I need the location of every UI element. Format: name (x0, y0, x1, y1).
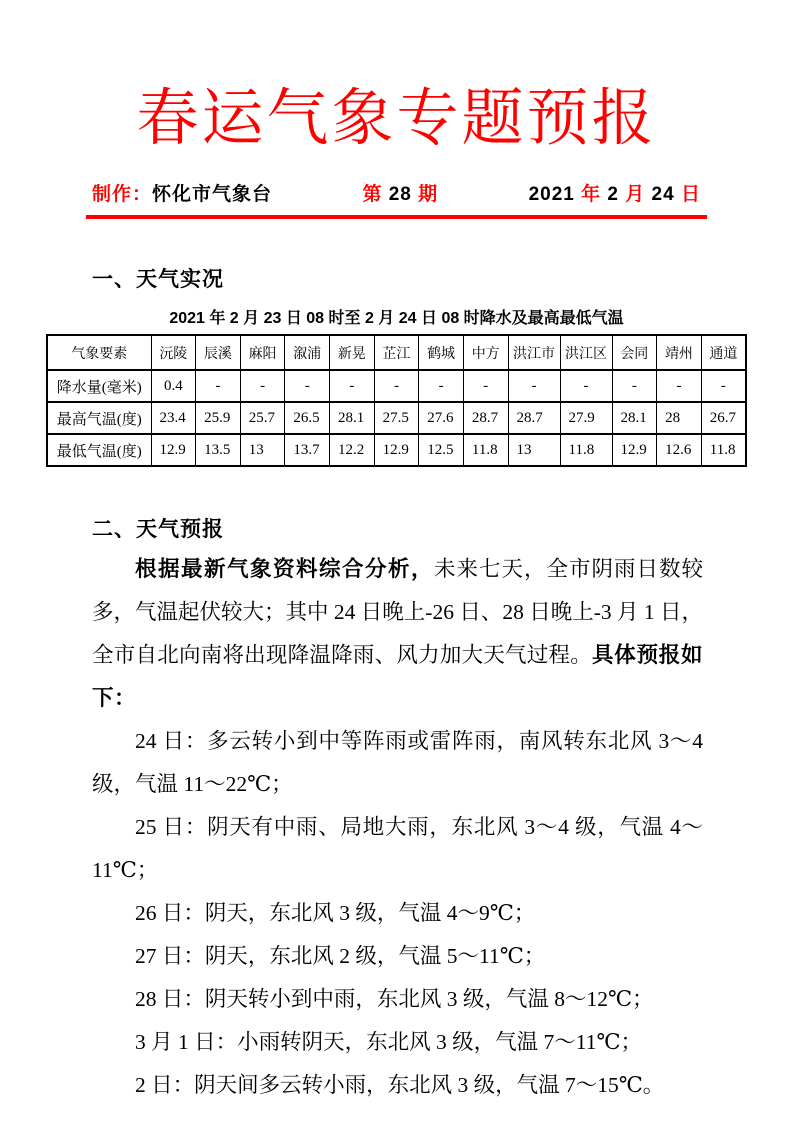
header-divider (86, 215, 707, 219)
table-header-cell: 会同 (612, 335, 657, 370)
table-cell: 11.8 (560, 434, 612, 466)
date-day: 24 (645, 184, 681, 206)
table-row-precipitation (47, 370, 746, 402)
table-row-max-temp (47, 402, 746, 434)
table-cell: 12.2 (330, 434, 375, 466)
table-header-row (47, 335, 746, 370)
table-cell: 12.6 (657, 434, 702, 466)
producer-label (92, 179, 272, 206)
date-month: 2 (601, 184, 626, 206)
forecast-day-27: 27 日：阴天，东北风 2 级，气温 5～11℃； (135, 944, 546, 969)
table-cell: 11.8 (463, 434, 508, 466)
row-label: 最低气温(度) (47, 434, 151, 466)
table-cell: - (285, 370, 330, 402)
issue-prefix: 第 (362, 184, 389, 206)
table-cell: 28.7 (463, 402, 508, 434)
forecast-day-mar-1: 3 月 1 日：小雨转阴天，东北风 3 级，气温 7～11℃； (135, 1030, 643, 1055)
table-cell: - (419, 370, 464, 402)
table-header-cell: 洪江市 (508, 335, 560, 370)
table-cell: 0.4 (151, 370, 196, 402)
table-header-cell: 洪江区 (560, 335, 612, 370)
table-cell: - (508, 370, 560, 402)
date-year: 2021 (528, 184, 582, 206)
table-cell: 11.8 (701, 434, 746, 466)
table-cell: 28 (657, 402, 702, 434)
table-cell: - (463, 370, 508, 402)
table-header-cell: 沅陵 (151, 335, 196, 370)
table-header-cell: 麻阳 (240, 335, 285, 370)
table-cell: 27.5 (374, 402, 419, 434)
document-title: 春运气象专题预报 (136, 85, 657, 153)
table-cell: 28.1 (330, 402, 375, 434)
issue-number (362, 179, 438, 206)
table-cell: 27.6 (419, 402, 464, 434)
table-cell: - (612, 370, 657, 402)
table-cell: 25.9 (196, 402, 241, 434)
date-day-unit: 日 (680, 184, 701, 206)
forecast-day-24: 24 日：多云转小到中等阵雨或雷阵雨，南风转东北风 3～4 级，气温 11～22℃； (92, 729, 703, 797)
table-cell: 28.1 (612, 402, 657, 434)
table-cell: 25.7 (240, 402, 285, 434)
table-cell: - (701, 370, 746, 402)
table-cell: - (657, 370, 702, 402)
table-header-cell: 通道 (701, 335, 746, 370)
forecast-intro-bold: 根据最新气象资料综合分析， (135, 557, 434, 582)
table-cell: - (374, 370, 419, 402)
issue-value: 28 (388, 184, 412, 206)
table-cell: 26.7 (701, 402, 746, 434)
table-cell: 28.7 (508, 402, 560, 434)
issue-suffix: 期 (411, 184, 439, 206)
table-cell: - (330, 370, 375, 402)
table-cell: 27.9 (560, 402, 612, 434)
forecast-day-26: 26 日：阴天，东北风 3 级，气温 4～9℃； (135, 901, 536, 926)
table-cell: 12.5 (419, 434, 464, 466)
table-header-cell: 气象要素 (47, 335, 151, 370)
forecast-day-25: 25 日：阴天有中雨、局地大雨，东北风 3～4 级，气温 4～11℃； (92, 815, 703, 883)
table-cell: 13.7 (285, 434, 330, 466)
table-cell: 26.5 (285, 402, 330, 434)
table-cell: - (560, 370, 612, 402)
table-cell: 12.9 (151, 434, 196, 466)
table-header-cell: 溆浦 (285, 335, 330, 370)
forecast-day-mar-2: 2 日：阴天间多云转小雨，东北风 3 级，气温 7～15℃。 (135, 1073, 665, 1098)
forecast-intro-tail-bold: 具体预报如下： (92, 643, 703, 711)
row-label: 最高气温(度) (47, 402, 151, 434)
table-header-cell: 芷江 (374, 335, 419, 370)
table-row-min-temp (47, 434, 746, 466)
section-heading-weather-actual: 一、天气实况 (92, 268, 224, 292)
table-cell: 12.9 (612, 434, 657, 466)
table-header-cell: 鹤城 (419, 335, 464, 370)
issue-date (529, 179, 701, 206)
table-cell: 23.4 (151, 402, 196, 434)
observation-table-title: 2021 年 2 月 23 日 08 时至 2 月 24 日 08 时降水及最高最低气温 (169, 310, 624, 328)
date-year-unit: 年 (581, 184, 602, 206)
issue-info-row (92, 179, 701, 206)
row-label: 降水量(毫米) (47, 370, 151, 402)
forecast-intro-text: 未来七天，全市阴雨日数较多，气温起伏较大；其中 24 日晚上-26 日、28 日晚上-3 月 1 日，全市自北向南将出现降温降雨、风力加大天气过程。 (92, 557, 703, 668)
producer-prefix: 制作： (92, 184, 153, 206)
forecast-intro-paragraph (92, 548, 703, 720)
table-cell: 13.5 (196, 434, 241, 466)
table-cell: 13 (508, 434, 560, 466)
table-cell: 12.9 (374, 434, 419, 466)
table-header-cell: 新晃 (330, 335, 375, 370)
table-header-cell: 辰溪 (196, 335, 241, 370)
table-header-cell: 靖州 (657, 335, 702, 370)
table-cell: - (240, 370, 285, 402)
forecast-day-28: 28 日：阴天转小到中雨，东北风 3 级，气温 8～12℃； (135, 987, 654, 1012)
forecast-body (92, 548, 703, 1107)
table-cell: - (196, 370, 241, 402)
table-cell: 13 (240, 434, 285, 466)
section-heading-forecast: 二、天气预报 (92, 518, 224, 542)
date-month-unit: 月 (625, 184, 646, 206)
producer-name: 怀化市气象台 (152, 184, 273, 206)
table-header-cell: 中方 (463, 335, 508, 370)
weather-observation-table (46, 334, 747, 467)
